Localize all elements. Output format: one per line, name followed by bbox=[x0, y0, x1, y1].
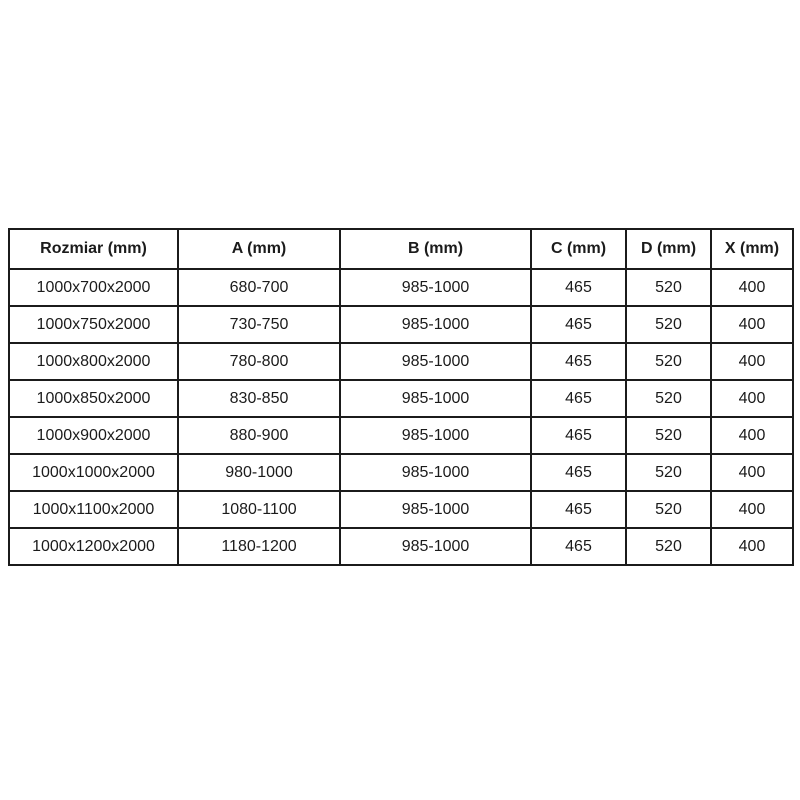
cell-c: 465 bbox=[531, 528, 626, 565]
table-row bbox=[9, 454, 793, 491]
cell-x: 400 bbox=[711, 528, 793, 565]
column-header-x: X (mm) bbox=[711, 229, 793, 269]
table-row bbox=[9, 417, 793, 454]
cell-a: 830-850 bbox=[178, 380, 340, 417]
cell-c: 465 bbox=[531, 306, 626, 343]
table-header bbox=[9, 229, 793, 269]
cell-rozmiar: 1000x1200x2000 bbox=[9, 528, 178, 565]
column-header-rozmiar: Rozmiar (mm) bbox=[9, 229, 178, 269]
cell-b: 985-1000 bbox=[340, 491, 531, 528]
cell-d: 520 bbox=[626, 380, 711, 417]
cell-b: 985-1000 bbox=[340, 380, 531, 417]
cell-x: 400 bbox=[711, 491, 793, 528]
cell-d: 520 bbox=[626, 343, 711, 380]
cell-c: 465 bbox=[531, 454, 626, 491]
table-row bbox=[9, 528, 793, 565]
cell-x: 400 bbox=[711, 380, 793, 417]
header-row bbox=[9, 229, 793, 269]
cell-b: 985-1000 bbox=[340, 343, 531, 380]
cell-rozmiar: 1000x1000x2000 bbox=[9, 454, 178, 491]
cell-c: 465 bbox=[531, 343, 626, 380]
cell-c: 465 bbox=[531, 417, 626, 454]
cell-a: 680-700 bbox=[178, 269, 340, 306]
table-row bbox=[9, 269, 793, 306]
cell-a: 730-750 bbox=[178, 306, 340, 343]
column-header-b: B (mm) bbox=[340, 229, 531, 269]
cell-a: 980-1000 bbox=[178, 454, 340, 491]
cell-b: 985-1000 bbox=[340, 454, 531, 491]
cell-rozmiar: 1000x700x2000 bbox=[9, 269, 178, 306]
cell-x: 400 bbox=[711, 454, 793, 491]
table-body bbox=[9, 269, 793, 565]
cell-b: 985-1000 bbox=[340, 528, 531, 565]
cell-x: 400 bbox=[711, 343, 793, 380]
cell-d: 520 bbox=[626, 528, 711, 565]
column-header-d: D (mm) bbox=[626, 229, 711, 269]
cell-rozmiar: 1000x750x2000 bbox=[9, 306, 178, 343]
cell-d: 520 bbox=[626, 269, 711, 306]
cell-x: 400 bbox=[711, 417, 793, 454]
cell-x: 400 bbox=[711, 269, 793, 306]
size-spec-table bbox=[8, 228, 794, 566]
cell-a: 1180-1200 bbox=[178, 528, 340, 565]
cell-c: 465 bbox=[531, 491, 626, 528]
table-row bbox=[9, 380, 793, 417]
cell-c: 465 bbox=[531, 269, 626, 306]
cell-rozmiar: 1000x900x2000 bbox=[9, 417, 178, 454]
table-row bbox=[9, 306, 793, 343]
cell-rozmiar: 1000x800x2000 bbox=[9, 343, 178, 380]
cell-a: 880-900 bbox=[178, 417, 340, 454]
cell-d: 520 bbox=[626, 454, 711, 491]
cell-rozmiar: 1000x1100x2000 bbox=[9, 491, 178, 528]
cell-c: 465 bbox=[531, 380, 626, 417]
column-header-a: A (mm) bbox=[178, 229, 340, 269]
column-header-c: C (mm) bbox=[531, 229, 626, 269]
cell-b: 985-1000 bbox=[340, 417, 531, 454]
cell-b: 985-1000 bbox=[340, 269, 531, 306]
cell-x: 400 bbox=[711, 306, 793, 343]
cell-rozmiar: 1000x850x2000 bbox=[9, 380, 178, 417]
cell-d: 520 bbox=[626, 417, 711, 454]
cell-d: 520 bbox=[626, 306, 711, 343]
cell-b: 985-1000 bbox=[340, 306, 531, 343]
table-row bbox=[9, 491, 793, 528]
cell-a: 1080-1100 bbox=[178, 491, 340, 528]
cell-a: 780-800 bbox=[178, 343, 340, 380]
table-row bbox=[9, 343, 793, 380]
cell-d: 520 bbox=[626, 491, 711, 528]
